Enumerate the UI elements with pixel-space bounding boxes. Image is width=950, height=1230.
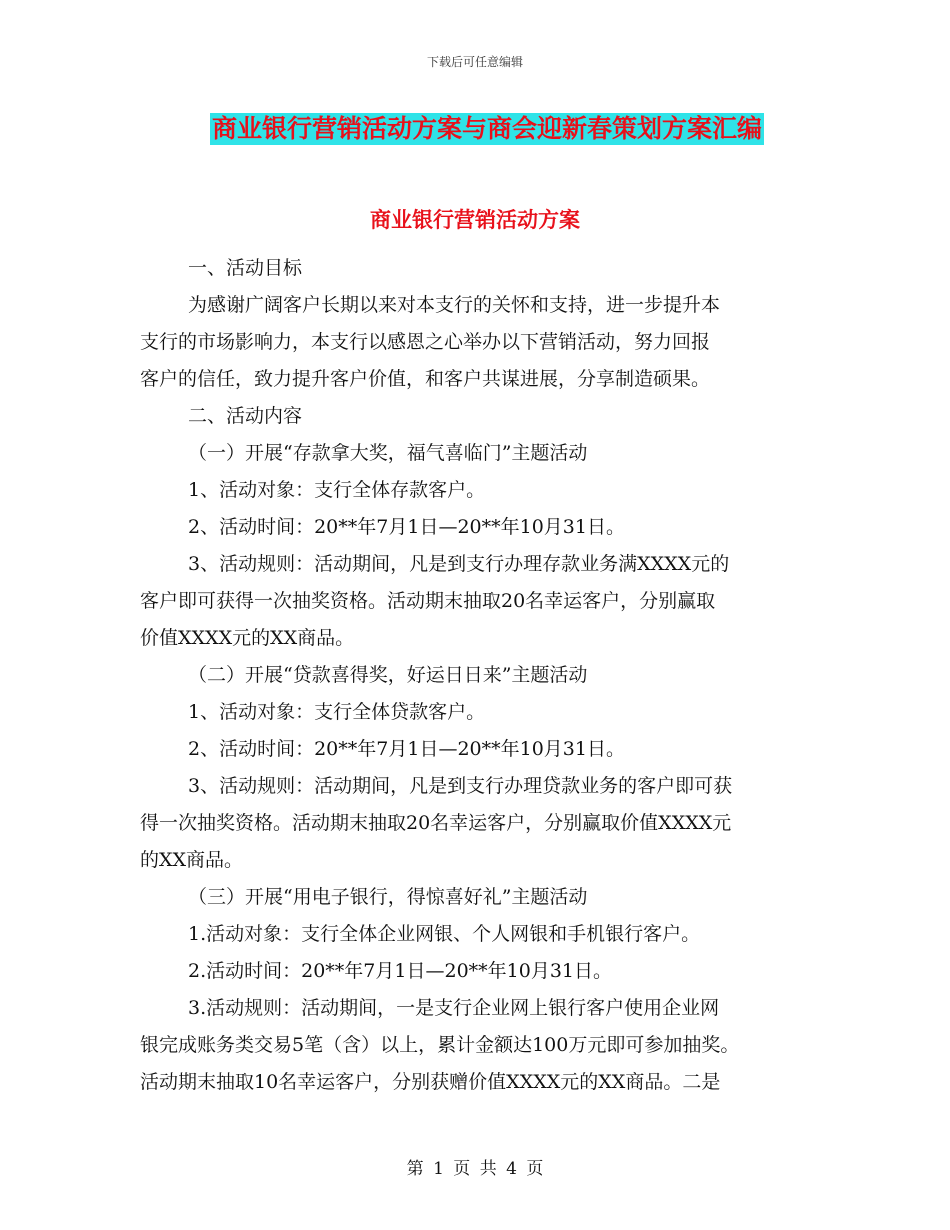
- body-line: 活动期末抽取10名幸运客户，分别获赠价值XXXX元的XX商品。二是: [140, 1071, 721, 1093]
- body-line: 3、活动规则：活动期间，凡是到支行办理贷款业务的客户即可获: [188, 775, 733, 797]
- body-line: 2、活动时间：20**年7月1日—20**年10月31日。: [188, 738, 625, 760]
- body-line: 的XX商品。: [140, 849, 244, 871]
- body-line: 3.活动规则：活动期间，一是支行企业网上银行客户使用企业网: [188, 997, 720, 1019]
- body-line: （三）开展“用电子银行，得惊喜好礼”主题活动: [188, 886, 588, 908]
- body-line: 3、活动规则：活动期间，凡是到支行办理存款业务满XXXX元的: [188, 553, 730, 575]
- body-line: 二、活动内容: [188, 405, 303, 427]
- page-header-note: 下载后可任意编辑: [426, 55, 523, 69]
- body-line: 1、活动对象：支行全体存款客户。: [188, 479, 486, 501]
- body-line: 客户即可获得一次抽奖资格。活动期末抽取20名幸运客户，分别赢取: [140, 590, 716, 612]
- body-line: 1、活动对象：支行全体贷款客户。: [188, 701, 486, 723]
- document-body: [140, 250, 830, 1101]
- body-line: 2、活动时间：20**年7月1日—20**年10月31日。: [188, 516, 625, 538]
- body-line: 客户的信任，致力提升客户价值，和客户共谋进展，分享制造硕果。: [140, 368, 711, 390]
- body-line: 银完成账务类交易5笔（含）以上，累计金额达100万元即可参加抽奖。: [140, 1034, 740, 1056]
- body-line: （二）开展“贷款喜得奖，好运日日来”主题活动: [188, 664, 588, 686]
- body-line: （一）开展“存款拿大奖，福气喜临门”主题活动: [188, 442, 588, 464]
- body-line: 支行的市场影响力，本支行以感恩之心举办以下营销活动，努力回报: [140, 331, 711, 353]
- body-line: 2.活动时间：20**年7月1日—20**年10月31日。: [188, 960, 613, 982]
- body-line: 1.活动对象：支行全体企业网银、个人网银和手机银行客户。: [188, 923, 701, 945]
- body-line: 价值XXXX元的XX商品。: [140, 627, 355, 649]
- section-title: 商业银行营销活动方案: [370, 208, 580, 232]
- document-title: 商业银行营销活动方案与商会迎新春策划方案汇编: [211, 114, 762, 143]
- body-line: 一、活动目标: [188, 257, 303, 279]
- body-line: 为感谢广阔客户长期以来对本支行的关怀和支持，进一步提升本: [188, 294, 721, 316]
- page-number-footer: 第 1 页 共 4 页: [406, 1159, 544, 1179]
- document-title-container: [0, 113, 950, 145]
- body-line: 得一次抽奖资格。活动期末抽取20名幸运客户，分别赢取价值XXXX元: [140, 812, 732, 834]
